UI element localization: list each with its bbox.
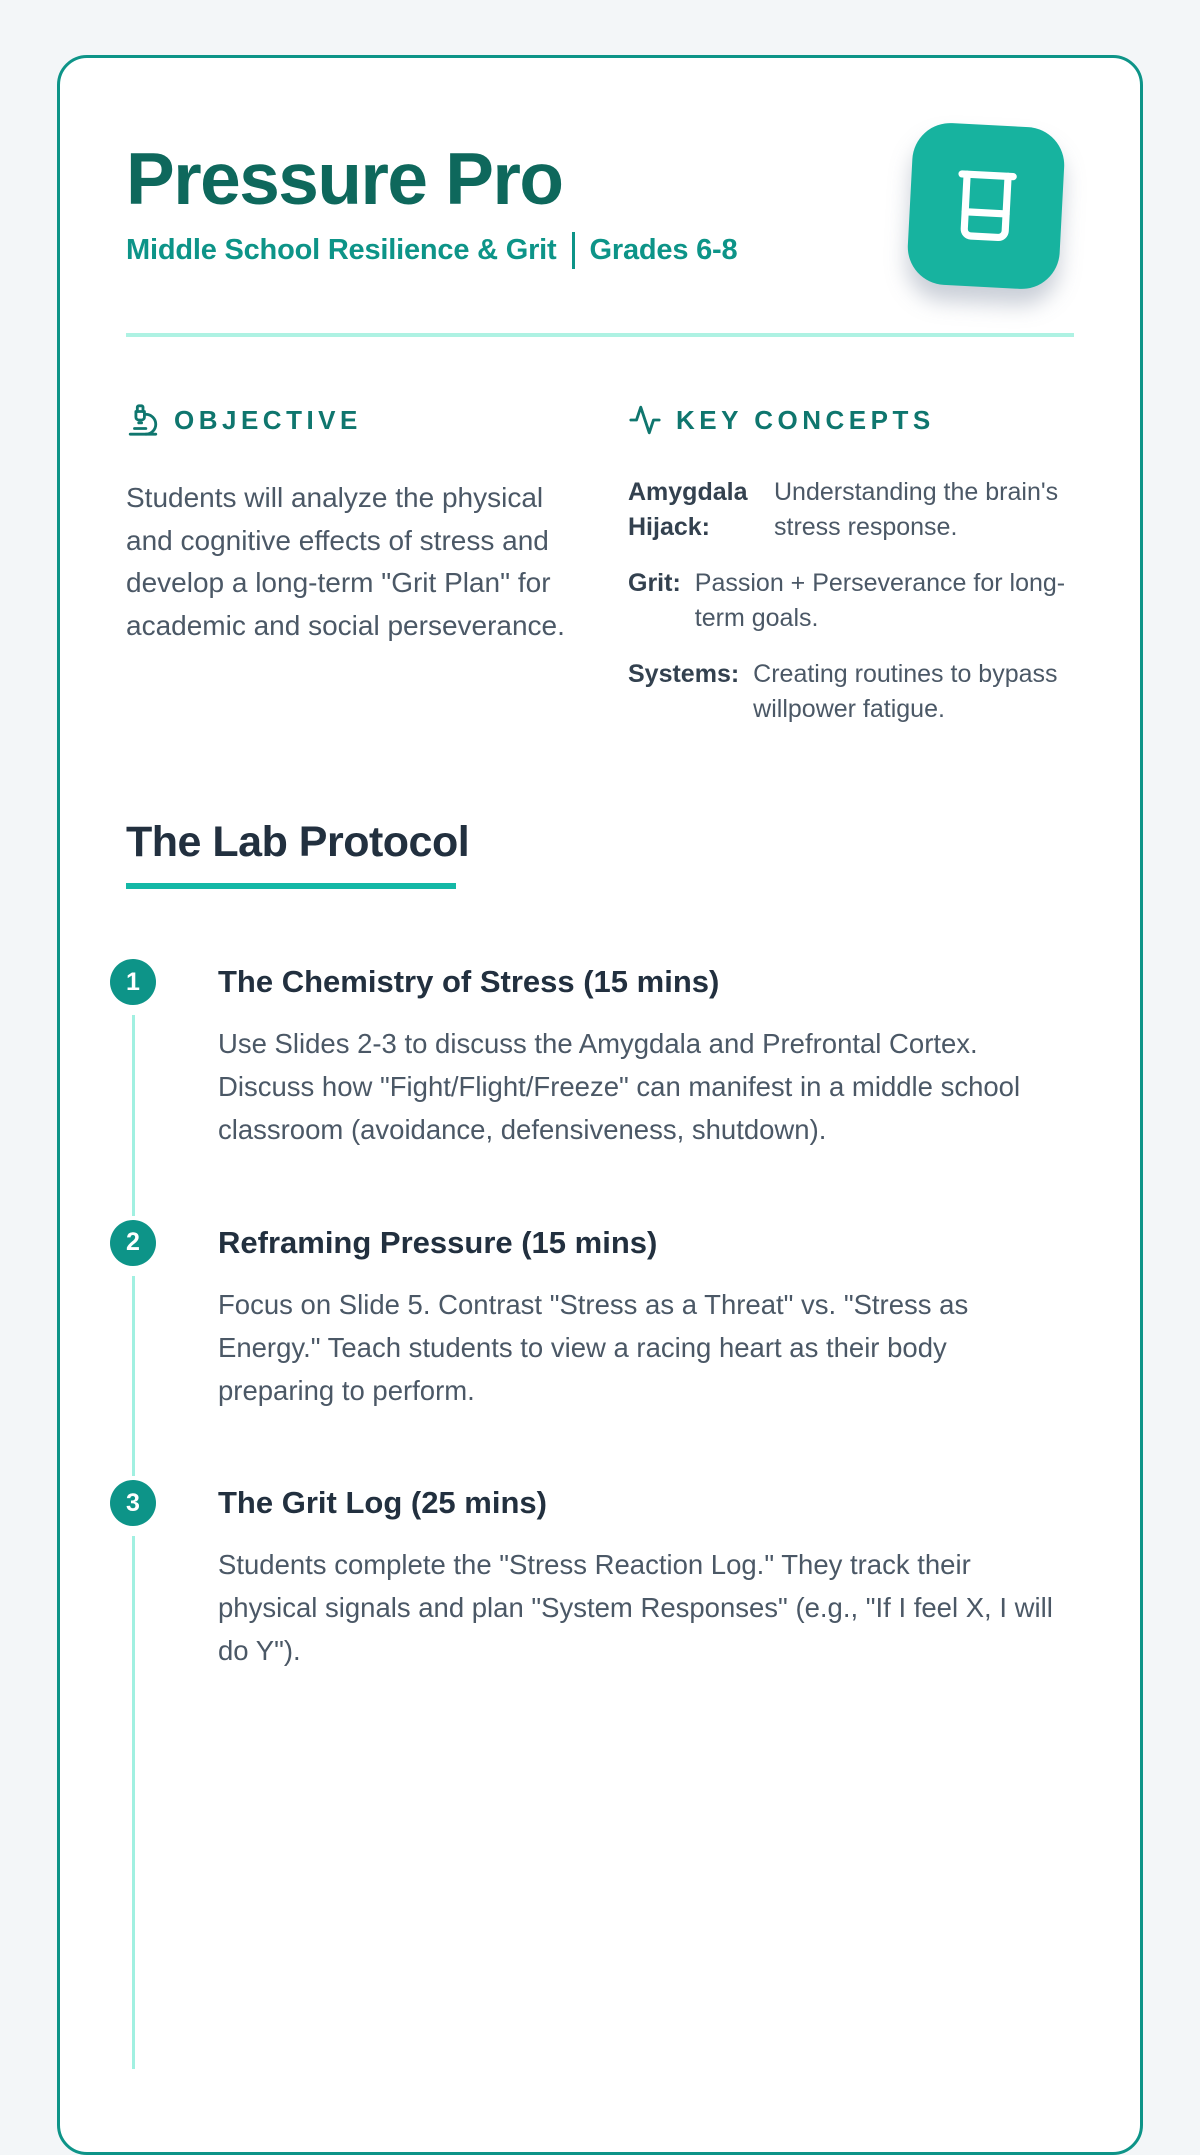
- objective-heading-label: OBJECTIVE: [174, 404, 362, 435]
- step-content: [218, 1220, 1053, 1413]
- key-concepts-heading: [628, 403, 1074, 437]
- step-connector-line: [132, 1536, 135, 2069]
- logo-tile: [906, 121, 1066, 291]
- step-description: Use Slides 2-3 to discuss the Amygdala and Prefrontal Cortex. Discuss how "Fight/Flight/Freeze" can manifest in a middle school classroom (avoidance, defensiveness, shutdown).: [218, 1028, 1021, 1146]
- step-title: Reframing Pressure (15 mins): [218, 1224, 658, 1260]
- protocol-steps: [126, 959, 1074, 2073]
- concept-item: [628, 566, 1074, 635]
- concept-definition: Passion + Perseverance for long-term goals.: [694, 569, 1066, 632]
- objective-column: [126, 403, 566, 726]
- header: [126, 125, 1074, 287]
- concept-item: [628, 475, 1074, 544]
- concept-list: [628, 475, 1074, 726]
- step-content: [218, 959, 1053, 1152]
- step-content: [218, 1480, 1053, 1673]
- step-number-badge: 1: [110, 959, 156, 1005]
- page-subtitle: [126, 232, 737, 269]
- objective-text: Students will analyze the physical and cognitive effects of stress and develop a long-term "Grit Plan" for academic and social perseverance.: [126, 482, 565, 641]
- concept-term: Grit:: [628, 569, 681, 597]
- step-connector-line: [132, 1276, 135, 1477]
- activity-pulse-icon: [628, 403, 662, 437]
- concept-definition: Creating routines to bypass willpower fatigue.: [753, 660, 1058, 723]
- protocol-step-1: [126, 959, 1074, 1220]
- key-concepts-column: [628, 403, 1074, 726]
- subtitle-divider: [572, 232, 575, 269]
- protocol-step-3: [126, 1480, 1074, 2073]
- title-block: [126, 125, 737, 269]
- step-title: The Grit Log (25 mins): [218, 1485, 547, 1521]
- page-title: Pressure Pro: [126, 139, 563, 220]
- objective-heading: [126, 403, 566, 437]
- info-section: [126, 403, 1074, 726]
- subtitle-grades: Grades 6-8: [589, 234, 738, 266]
- step-connector-line: [132, 1015, 135, 1216]
- step-number-badge: 2: [110, 1220, 156, 1266]
- concept-term: Amygdala Hijack:: [628, 478, 748, 541]
- protocol-heading: The Lab Protocol: [126, 818, 470, 866]
- lesson-card: [57, 55, 1143, 2155]
- step-description: Students complete the "Stress Reaction Log." They track their physical signals and plan "System Responses" (e.g., "If I feel X, I will do Y").: [218, 1549, 1053, 1667]
- protocol-heading-underline: [126, 883, 456, 889]
- concept-term: Systems:: [628, 660, 740, 688]
- concept-definition: Understanding the brain's stress response.: [774, 478, 1059, 541]
- beaker-icon: [943, 163, 1029, 249]
- subtitle-course: Middle School Resilience & Grit: [126, 234, 557, 266]
- step-title: The Chemistry of Stress (15 mins): [218, 964, 720, 999]
- protocol-step-2: [126, 1220, 1074, 1481]
- step-description: Focus on Slide 5. Contrast "Stress as a Threat" vs. "Stress as Energy." Teach students to view a racing heart as their body preparing to perform.: [218, 1288, 969, 1406]
- header-divider: [126, 333, 1074, 337]
- step-number-badge: 3: [110, 1480, 156, 1526]
- key-concepts-heading-label: KEY CONCEPTS: [676, 404, 935, 435]
- concept-item: [628, 657, 1074, 726]
- microscope-icon: [126, 403, 160, 437]
